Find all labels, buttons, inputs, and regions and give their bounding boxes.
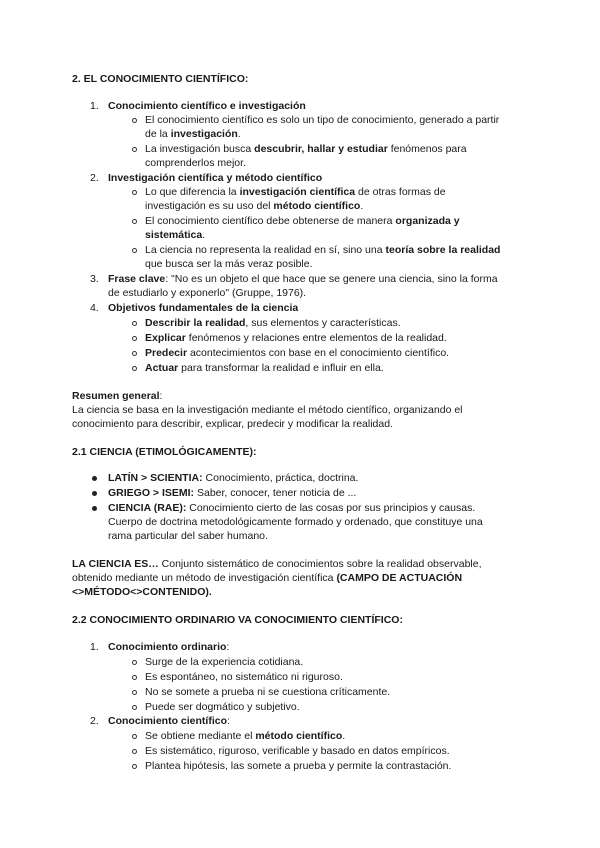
- circle-bullet-icon: [132, 705, 137, 710]
- circle-bullet-icon: [132, 675, 137, 680]
- sub-item: Actuar para transformar la realidad e influir en ella.: [145, 362, 384, 374]
- bullet-item: CIENCIA (RAE): Conocimiento cierto de las cosas por sus principios y causas.: [108, 502, 476, 514]
- section-title: 2. EL CONOCIMIENTO CIENTÍFICO:: [72, 73, 249, 85]
- list-item-title: Conocimiento científico:: [108, 715, 230, 727]
- list-number: 4.: [90, 302, 99, 314]
- circle-bullet-icon: [132, 351, 137, 356]
- sub-item: El conocimiento científico debe obtenerse de manera organizada y: [145, 215, 460, 227]
- list-number: 3.: [90, 273, 99, 285]
- sub-item: Describir la realidad, sus elementos y características.: [145, 317, 401, 329]
- sub-item: Se obtiene mediante el método científico.: [145, 730, 346, 742]
- summary-label: Resumen general:: [72, 390, 163, 402]
- sub-item: No se somete a prueba ni se cuestiona críticamente.: [145, 686, 391, 698]
- bullet-item: LATÍN > SCIENTIA: Conocimiento, práctica, doctrina.: [108, 472, 359, 484]
- sub-item: La ciencia no representa la realidad en sí, sino una teoría sobre la realidad: [145, 244, 501, 256]
- circle-bullet-icon: [132, 190, 137, 195]
- bullet-icon: [92, 506, 97, 511]
- key-phrase: Frase clave: "No es un objeto el que hace que se genere una ciencia, sino la forma: [108, 273, 498, 285]
- sub-item: La investigación busca descubrir, hallar y estudiar fenómenos para: [145, 143, 467, 155]
- sub-item-cont: que busca ser la más veraz posible.: [145, 258, 313, 270]
- sub-item: Predecir acontecimientos con base en el conocimiento científico.: [145, 347, 450, 359]
- list-number: 1.: [90, 641, 99, 653]
- definition: LA CIENCIA ES… Conjunto sistemático de conocimientos sobre la realidad observable,: [72, 558, 482, 570]
- circle-bullet-icon: [132, 690, 137, 695]
- summary-text: conocimiento para describir, explicar, predecir y modificar la realidad.: [72, 418, 393, 430]
- sub-item: Es espontáneo, no sistemático ni riguroso.: [145, 671, 343, 683]
- list-number: 2.: [90, 715, 99, 727]
- summary-text: La ciencia se basa en la investigación mediante el método científico, organizando el: [72, 404, 463, 416]
- definition-cont: <>MÉTODO<>CONTENIDO).: [72, 586, 212, 598]
- sub-item-cont: comprenderlos mejor.: [145, 157, 246, 169]
- sub-item: Surge de la experiencia cotidiana.: [145, 656, 304, 668]
- sub-item: Puede ser dogmático y subjetivo.: [145, 701, 300, 713]
- circle-bullet-icon: [132, 366, 137, 371]
- key-phrase-cont: de estudiarlo y exponerlo" (Gruppe, 1976).: [108, 287, 307, 299]
- sub-item: Plantea hipótesis, las somete a prueba y permite la contrastación.: [145, 760, 452, 772]
- circle-bullet-icon: [132, 336, 137, 341]
- circle-bullet-icon: [132, 118, 137, 123]
- circle-bullet-icon: [132, 660, 137, 665]
- bullet-item-cont: Cuerpo de doctrina metodológicamente formado y ordenado, que constituye una: [108, 516, 483, 528]
- circle-bullet-icon: [132, 321, 137, 326]
- sub-item: Explicar fenómenos y relaciones entre elementos de la realidad.: [145, 332, 447, 344]
- list-item-title: Investigación científica y método científico: [108, 172, 323, 184]
- section-title: 2.1 CIENCIA (ETIMOLÓGICAMENTE):: [72, 446, 257, 458]
- list-item-title: Objetivos fundamentales de la ciencia: [108, 302, 299, 314]
- circle-bullet-icon: [132, 219, 137, 224]
- sub-item-cont: sistemática.: [145, 229, 206, 241]
- section-title: 2.2 CONOCIMIENTO ORDINARIO VA CONOCIMIENTO CIENTÍFICO:: [72, 614, 403, 626]
- circle-bullet-icon: [132, 764, 137, 769]
- definition-cont: obtenido mediante un método de investigación científica (CAMPO DE ACTUACIÓN: [72, 572, 463, 584]
- bullet-icon: [92, 476, 97, 481]
- bullet-item-cont: rama particular del saber humano.: [108, 530, 268, 542]
- sub-item: El conocimiento científico es solo un tipo de conocimiento, generado a partir: [145, 114, 500, 126]
- bullet-icon: [92, 491, 97, 496]
- list-number: 1.: [90, 100, 99, 112]
- sub-item: Es sistemático, riguroso, verificable y basado en datos empíricos.: [145, 745, 450, 757]
- list-item-title: Conocimiento ordinario:: [108, 641, 230, 653]
- bullet-item: GRIEGO > ISEMI: Saber, conocer, tener noticia de ...: [108, 487, 357, 499]
- circle-bullet-icon: [132, 749, 137, 754]
- list-number: 2.: [90, 172, 99, 184]
- circle-bullet-icon: [132, 248, 137, 253]
- sub-item-cont: investigación es su uso del método científico.: [145, 200, 364, 212]
- circle-bullet-icon: [132, 147, 137, 152]
- circle-bullet-icon: [132, 734, 137, 739]
- list-item-title: Conocimiento científico e investigación: [108, 100, 306, 112]
- sub-item-cont: de la investigación.: [145, 128, 241, 140]
- sub-item: Lo que diferencia la investigación científica de otras formas de: [145, 186, 446, 198]
